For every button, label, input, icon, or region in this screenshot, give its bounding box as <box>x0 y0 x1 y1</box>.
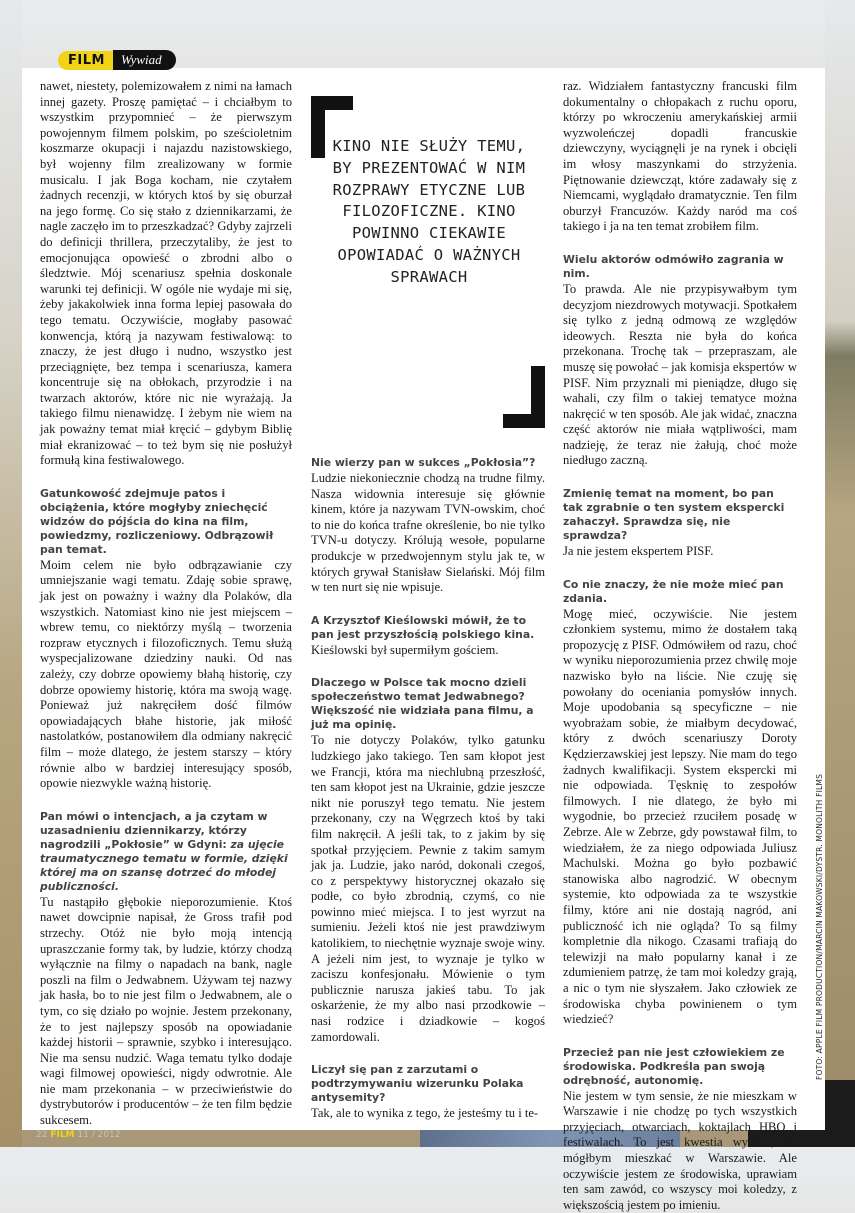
answer: Mogę mieć, oczywiście. Nie jestem członkiem systemu, mimo że dostałem taką propozycję z PISF. Odmówiłem od razu, choć w wyniku nieporozumienia przez chwilę moje nazwisko było na liście. Nie czuję się powołany do oceniania pomysłów innych. Moje upodobania są specyficzne – nie wyobrażam sobie, że miałbym decydować, który z dwóch scenariuszy Doroty Kędzierzawskiej jest lepszy. Nie mam do tego żadnych kwalifikacji. System ekspercki mi nie odpowiada. Tęsknię to zespołów filmowych. I nie dlatego, że było mi wygodnie, bo przecież rzuciłem posadę w Zebrze. Ale w Zebrze, gdy powstawał film, to wiedziałem, że za niego odpowiada Juliusz Machulski. Można go było pozbawić stanowiska albo nagrodzić. W obecnym systemie, kto odpowiada za te wszystkie filmy, które ani nie dostają nagród, ani publiczność ich nie ogląda? To są filmy kompletnie dla nikogo. Czasami trafiają do telewizji na mało popularny kanał i ze zdumieniem patrzę, że tam moi koledzy grają, a nic o tym nie słyszałem. Jako człowiek ze środowiska chyba powinienem o tym wiedzieć? <box>563 606 797 1027</box>
section-header <box>58 50 176 70</box>
answer: raz. Widziałem fantastyczny francuski film dokumentalny o chłopakach z ruchu oporu, którzy po wkroczeniu amerykańskiej armii wyzwoleńczej dopadli francuskie dziewczyny, wyciągnęli je na rynek i obcięli im włosy maszynkami do strzyżenia. Piętnowanie dziewcząt, które zadawały się z Niemcami, wyglądało dramatycznie. Ten film oburzył Francuzów. Każdy naród ma coś takiego i ja na ten temat zrobiłem film. <box>563 79 797 234</box>
pull-quote-text: KINO NIE SŁUŻY TEMU, BY PREZENTOWAĆ W NIM ROZPRAWY ETYCZNE LUB FILOZOFICZNE. KINO POWINNO CIEKAWIE OPOWIADAĆ O WAŻNYCH SPRAWACH <box>332 137 526 286</box>
answer: Moim celem nie było odbrązawianie czy umniejszanie wagi tematu. Zdaję sobie sprawę, jak jest on poważny i ważny dla Polaków, dla wszystkich. Natomiast kino nie jest miejscem – wbrew temu, co niektórzy myślą – tworzenia rozpraw etycznych i filozoficznych. Temu służą wyspecjalizowane dziedziny nauki. Od nas zależy, czy dobrze opowiemy błahą historię, czy dobrze opowiemy historię, która ma swoją wagę. Ponieważ już nakręciłem dość filmów opowiadających błahe historie, jak miłość nastolatków, postanowiłem dla odmiany nakręcić film – może dlatego, że jestem starszy – który równie albo w bardziej interesujący sposób, opowie niezwykle ważną historię. <box>40 557 292 791</box>
question: Liczył się pan z zarzutami o podtrzymywaniu wizerunku Polaka antysemity? <box>311 1063 524 1105</box>
question: Gatunkowość zdejmuje patos i obciążenia, które mogłyby zniechęcić widzów do pójścia do kina na film, powiedzmy, rozliczeniowy. Odbrązowił pan temat. <box>40 486 274 556</box>
question-text: Pan mówi o intencjach, a ja czytam w uzasadnieniu dziennikarzy, którzy nagrodzili „Pokłosie” w Gdyni: <box>40 809 268 851</box>
answer: Kieślowski był supermiłym gościem. <box>311 642 499 657</box>
magazine-name: FILM <box>50 1130 75 1140</box>
photo-background-left <box>0 0 22 1147</box>
page-footer <box>36 1130 121 1140</box>
answer: Nie jestem w tym sensie, że nie mieszkam w Warszawie i nie chodzę po tych wszystkich przyjęciach, otwarciach, koktajlach HBO i festiwalach. To jest kwestia wyboru, bo mógłbym mieszkać w Warszawie. Ale oczywiście jestem ze środowiska, uprawiam ten sam zawód, co wszyscy moi koledzy, z większością jestem po imieniu. <box>563 1088 797 1212</box>
answer: Ja nie jestem ekspertem PISF. <box>563 544 714 559</box>
question <box>40 810 292 894</box>
question: A Krzysztof Kieślowski mówił, że to pan jest przyszłością polskiego kina. <box>311 613 535 641</box>
question: Nie wierzy pan w sukces „Pokłosia”? <box>311 456 536 469</box>
photo-background-right <box>825 0 855 1147</box>
question: Wielu aktorów odmówiło zagrania w nim. <box>563 252 784 280</box>
issue-number: 11 / 2012 <box>77 1130 121 1140</box>
answer: Ludzie niekoniecznie chodzą na trudne filmy. Nasza widownia interesuje się głównie kinem, które ja nazywam TVN-owskim, choć to nie do końca trafne określenie, bo nie tylko TVN-u dotyczy. Królują wesołe, popularne produkcje w przedwojennym stylu jak te, w których grywał Stanisław Sielański. Mój film w ten nurt się nie wpisuje. <box>311 471 545 595</box>
question-quote: za ujęcie traumatycznego tematu w formie, dzięki której ma on szansę dotrzeć do młodej publiczności. <box>40 837 288 893</box>
photo-credit: FOTO: APPLE FILM PRODUCTION/MARCIN MAKOWSKI/DYSTR. MONOLITH FILMS <box>815 773 824 1080</box>
paragraph: nawet, niestety, polemizowałem z nimi na łamach innej gazety. Proszę pamiętać – i chciałbym to wszystkim przypomnieć – że pierwszym powojennym filmem polskim, po sześcioletnim koszmarze okupacji i najazdu nazistowskiego, był wojenny film zrealizowany w formie musicalu. I jak Boga kocham, nie czytałem żadnych recenzji, w których ktoś by się oburzał na jego formę. Co się stało z dziennikarzami, że nagle zaczęło im to przeszkadzać? Gdyby zajrzeli do definicji thrillera, przeczytaliby, że jest to emocjonująca opowieść o zbrodni albo o śledztwie. Mój scenariusz spełnia doskonale warunki tej definicji. W ogóle nie wydaje mi się, żeby jakakolwiek inna forma lepiej pasowała do tego tematu. Oczywiście, mogłaby pasować konwencja, którą ja nazywam festiwalową: to znaczy, że jest długo i nudno, wszystko jest przeciągnięte, bez tempa i scenariusza, kamera koncentruje się na obłokach, przyrodzie i na twarzach aktorów, które nic nie wyrażają. Ja takiego filmu nienawidzę. I żebym nie wiem na jak poważny temat miał kręcić – gdybym Biblię miał ekranizować – to też bym się nie posłużył formułą kina festiwalowego. <box>40 79 292 468</box>
column-3 <box>563 79 797 1213</box>
question: Co nie znaczy, że nie może mieć pan zdania. <box>563 577 784 605</box>
pull-quote <box>311 96 545 428</box>
column-2 <box>311 456 545 1122</box>
section-label: FILM <box>58 51 113 70</box>
subsection-label: Wywiad <box>113 50 176 70</box>
answer: Tu nastąpiło głębokie nieporozumienie. Ktoś nawet dowcipnie napisał, że Gross trafił pod strzechy. Otóż nie było moją intencją upraszczanie formy tak, by ludzie, którzy chodzą wyłącznie na filmy o napadach na bank, nagle poszli na film o Jedwabnem. Używam tej nazwy jak hasła, bo to nie jest film o Jedwabnem, ale o tym, co się działo po wojnie. Jestem przekonany, że to jest najlepszy sposób na opowiadanie każdej historii – sprawnie, szybko i interesująco. Nie ma sensu nudzić. Waga tematu tylko dodaje wagi filmowej opowieści, nigdy odwrotnie. Ale nie mam przekonania – w przeciwieństwie do dystrybutorów i producentów – że ten film będzie sukcesem. <box>40 894 292 1128</box>
bracket-bottom-right <box>503 366 545 428</box>
answer: To prawda. Ale nie przypisywałbym tym decyzjom niezdrowych motywacji. Spotkałem się tylko z jedną odmową ze względów ideowych. Reszta nie była do końca przekonana. Trochę tak – przepraszam, ale muszę się powołać – jak komisja ekspertów w PISF. Nim przyznali mi pieniądze, długo się wahali, czy film o takiej tematyce można nakręcić w ten sposób. Ale jak widać, znaczna część aktorów nie miała wątpliwości, mam nadzieję, że teraz nie żałują, choć może niedługo zaczną. <box>563 281 797 468</box>
answer: Tak, ale to wynika z tego, że jesteśmy tu i te- <box>311 1106 539 1121</box>
page-number: 22 <box>36 1130 48 1140</box>
question: Przecież pan nie jest człowiekiem ze środowiska. Podkreśla pan swoją odrębność, autonomię. <box>563 1045 785 1087</box>
column-1 <box>40 79 292 1129</box>
question: Zmienię temat na moment, bo pan tak zgrabnie o ten system ekspercki zahaczył. Sprawdza się, nie sprawdza? <box>563 487 785 543</box>
answer: To nie dotyczy Polaków, tylko gatunku ludzkiego jako takiego. Ten sam kłopot jest we Francji, która ma niechlubną przeszłość, ten sam kłopot jest na Ukrainie, gdzie jeszcze nikt nie poruszył tego tematu. Nie jestem przekonany, czy na Węgrzech ktoś by taki film nakręcił. A jeśli tak, to z jakim by się spotkał przyjęciem. Pewnie z takim samym jak ja. Ludzie, jako naród, dokonali czegoś, co z perspektywy historycznej okazało się podłe, co było zbrodnią, czymś, co nie powinno mieć miejsca. I to jest wyrzut na sumieniu. Jeżeli ktoś nie jest prawdziwym katolikiem, to niechętnie wyznaje swoje winy. A jeżeli nim jest, to wyznaje je tylko w zaciszu konfesjonału. Mówienie o tym publicznie narusza jakieś tabu. To jak oskarżenie, że my albo nasi przodkowie – nasi rodzice i dziadkowie – kogoś zamordowali. <box>311 733 545 1044</box>
question: Dlaczego w Polsce tak mocno dzieli społeczeństwo temat Jedwabnego? Większość nie widziała pana filmu, a już ma opinię. <box>311 676 534 732</box>
